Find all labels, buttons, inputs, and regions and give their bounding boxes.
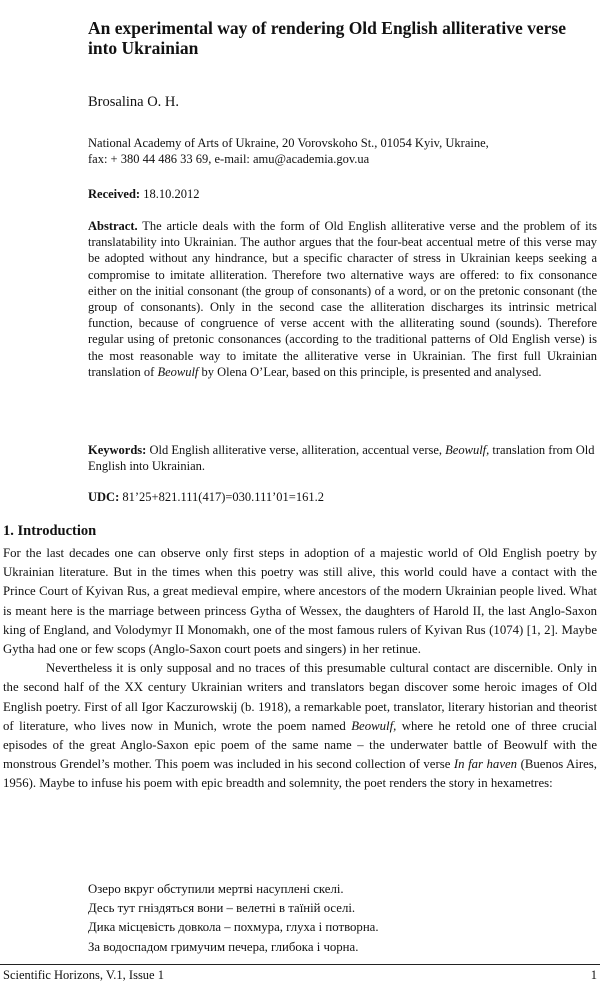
received-date <box>88 186 597 202</box>
author-name: Brosalina O. H. <box>88 94 180 110</box>
keywords-italic: Beowulf, <box>445 443 490 457</box>
poem-line: За водоспадом гримучим печера, глибока і чорна. <box>88 939 359 954</box>
poem-line: Дика місцевість довкола – похмура, глуха і потворна. <box>88 920 379 935</box>
udc <box>88 489 597 505</box>
paragraph-2-text-a: Nevertheless it is only supposal and no traces of this presumable cultural contact are discernible. Only in the second half of the XX century Ukrainian writers and translators began discover some heroic images of Old English poetry. First of all Igor Kaczurowskij (b. 1918), a remarkable poet, translator, literary historian and theorist of literature, who lives now in Munich, wrote the poem named <box>3 661 597 733</box>
paragraph-2-text-c: (Buenos Aires, 1956). Maybe to infuse his poem with epic breadth and solemnity, the poet renders the story in hexametres: <box>3 757 597 791</box>
abstract-text: The article deals with the form of Old English alliterative verse and the problem of its translatability into Ukrainian. The author argues that the four-beat accentual metre of this verse may be adopted without any hindrance, but a specific character of stress in Ukrainian keeps seeking a compromise to imitate alliteration. Therefore two alternative ways are offered: to fix consonance either on the initial consonant (the group of consonants) of a word, or on the pretonic consonant (the group of consonants). Only in the second case the alliteration discharges its intrinsic metrical function, because of congruence of verse accent with the alliterating sound (sounds). Therefore regular using of pretonic consonances (according to the traditional patterns of Old English verse) is the most reasonable way to imitate the alliterative verse in Ukrainian. The first full Ukrainian translation of <box>88 219 597 379</box>
contact-line: fax: + 380 44 486 33 69, e-mail: amu@academia.gov.ua <box>88 152 370 166</box>
body-text <box>3 544 597 794</box>
affiliation <box>88 135 597 167</box>
received-label: Received: <box>88 187 141 201</box>
poem-line: Десь тут гніздяться вони – велетні в таїній оселі. <box>88 901 356 916</box>
paragraph-2-italic-collection: In far haven <box>453 757 518 772</box>
paragraph-2 <box>3 659 597 793</box>
keywords-label: Keywords: <box>88 443 147 457</box>
udc-value: 81’25+821.111(417)=030.111’01=161.2 <box>122 490 324 504</box>
footer-divider <box>0 964 600 965</box>
abstract-italic-title: Beowulf <box>157 364 199 379</box>
paragraph-2-text-b: where he retold one of three crucial episodes of the great Anglo-Saxon epic poem of the same name – the underwater battle of Beowulf with the monstrous Grendel’s mother. This poem was included in his second collection of verse <box>3 718 597 772</box>
udc-label: UDC: <box>88 490 120 504</box>
keywords-text-end: translation from Old English into Ukrainian. <box>88 443 595 474</box>
abstract-label: Abstract. <box>88 219 138 233</box>
journal-name: Scientific Horizons, V.1, Issue 1 <box>3 968 164 982</box>
paragraph-1: For the last decades one can observe only first steps in adoption of a majestic world of Old English poetry by Ukrainian literature. But in the times when this poetry was still alive, this world could have a contact with the Prince Court of Kyivan Rus, a great medieval empire, where ancestors of the modern Ukrainian people lived. What is meant here is the marriage between princess Gytha of Wessex, the daughters of Harold II, the last Anglo-Saxon king of England, and Volodymyr II Monomakh, one of the most famous rulers of Kyivan Rus (1074) [1, 2]. Maybe Gytha had one or few scops (Anglo-Saxon court poets and singers) in her retinue. <box>3 546 597 657</box>
keywords-text: Old English alliterative verse, alliteration, accentual verse, <box>149 443 443 457</box>
poem-line: Озеро вкруг обступили мертві насуплені скелі. <box>88 882 344 896</box>
received-value: 18.10.2012 <box>143 187 200 201</box>
article-title: An experimental way of rendering Old English alliterative verse into Ukrainian <box>88 18 566 58</box>
paragraph-2-italic-beowulf: Beowulf, <box>351 718 397 733</box>
keywords <box>88 442 597 474</box>
poem-quote <box>88 880 379 957</box>
abstract-text-end: by Olena O’Lear, based on this principle, is presented and analysed. <box>201 364 542 379</box>
abstract <box>88 218 597 380</box>
page-number: 1 <box>590 968 597 982</box>
section-heading: 1. Introduction <box>3 523 97 539</box>
affiliation-line: National Academy of Arts of Ukraine, 20 Vorovskoho St., 01054 Kyiv, Ukraine, <box>88 136 489 150</box>
